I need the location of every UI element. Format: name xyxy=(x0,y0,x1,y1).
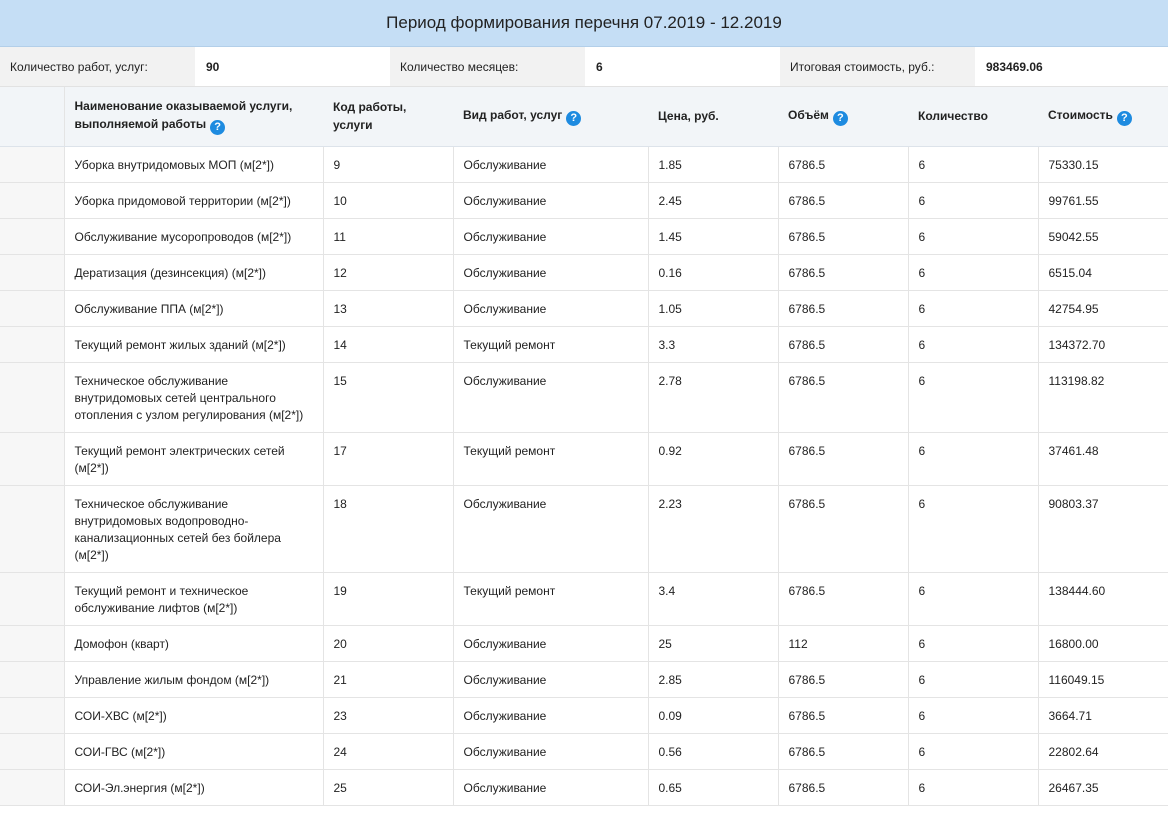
header-cost xyxy=(1038,87,1168,146)
cell-cost: 134372.70 xyxy=(1038,326,1168,362)
cell-name: Уборка внутридомовых МОП (м[2*]) xyxy=(64,146,323,182)
summary-bar xyxy=(0,47,1168,87)
cell-qty: 6 xyxy=(908,661,1038,697)
cell-type: Обслуживание xyxy=(453,362,648,432)
row-gutter xyxy=(0,733,64,769)
cell-price: 0.16 xyxy=(648,254,778,290)
row-gutter xyxy=(0,146,64,182)
table-row xyxy=(0,661,1168,697)
services-table xyxy=(0,87,1168,806)
cell-qty: 6 xyxy=(908,625,1038,661)
cell-volume: 6786.5 xyxy=(778,254,908,290)
cell-type: Текущий ремонт xyxy=(453,432,648,485)
header-name-label: Наименование оказываемой услуги, выполняемой работы xyxy=(74,99,293,132)
period-title: Период формирования перечня 07.2019 - 12.2019 xyxy=(386,13,782,32)
cell-cost: 75330.15 xyxy=(1038,146,1168,182)
header-type xyxy=(453,87,648,146)
table-row xyxy=(0,733,1168,769)
cell-qty: 6 xyxy=(908,697,1038,733)
cell-name: Техническое обслуживание внутридомовых сетей центрального отопления с узлом регулирования (м[2*]) xyxy=(64,362,323,432)
header-code: Код работы, услуги xyxy=(323,87,453,146)
cell-volume: 6786.5 xyxy=(778,697,908,733)
cell-type: Обслуживание xyxy=(453,769,648,805)
cell-qty: 6 xyxy=(908,146,1038,182)
cell-name: СОИ-ГВС (м[2*]) xyxy=(64,733,323,769)
cell-volume: 6786.5 xyxy=(778,432,908,485)
cell-name: Обслуживание мусоропроводов (м[2*]) xyxy=(64,218,323,254)
cell-code: 13 xyxy=(323,290,453,326)
months-count-label: Количество месяцев: xyxy=(390,47,585,86)
cell-name: Текущий ремонт жилых зданий (м[2*]) xyxy=(64,326,323,362)
cell-cost: 6515.04 xyxy=(1038,254,1168,290)
cell-code: 18 xyxy=(323,485,453,572)
cell-type: Обслуживание xyxy=(453,146,648,182)
cell-code: 21 xyxy=(323,661,453,697)
cell-code: 19 xyxy=(323,572,453,625)
table-row xyxy=(0,485,1168,572)
header-type-label: Вид работ, услуг xyxy=(463,108,563,123)
table-row xyxy=(0,254,1168,290)
header-price: Цена, руб. xyxy=(648,87,778,146)
cell-cost: 138444.60 xyxy=(1038,572,1168,625)
cell-volume: 6786.5 xyxy=(778,769,908,805)
cell-price: 3.4 xyxy=(648,572,778,625)
cell-cost: 3664.71 xyxy=(1038,697,1168,733)
cell-cost: 16800.00 xyxy=(1038,625,1168,661)
table-row xyxy=(0,697,1168,733)
header-name xyxy=(64,87,323,146)
cell-type: Обслуживание xyxy=(453,254,648,290)
cell-name: Обслуживание ППА (м[2*]) xyxy=(64,290,323,326)
cell-cost: 90803.37 xyxy=(1038,485,1168,572)
cell-name: Управление жилым фондом (м[2*]) xyxy=(64,661,323,697)
table-row xyxy=(0,326,1168,362)
cell-volume: 6786.5 xyxy=(778,218,908,254)
header-volume xyxy=(778,87,908,146)
row-gutter xyxy=(0,769,64,805)
row-gutter xyxy=(0,218,64,254)
row-gutter xyxy=(0,697,64,733)
table-body xyxy=(0,146,1168,805)
cell-volume: 6786.5 xyxy=(778,362,908,432)
row-gutter xyxy=(0,362,64,432)
cell-price: 1.05 xyxy=(648,290,778,326)
cell-name: СОИ-Эл.энергия (м[2*]) xyxy=(64,769,323,805)
cell-type: Обслуживание xyxy=(453,485,648,572)
cell-cost: 116049.15 xyxy=(1038,661,1168,697)
cell-volume: 6786.5 xyxy=(778,146,908,182)
cell-type: Обслуживание xyxy=(453,661,648,697)
header-volume-label: Объём xyxy=(788,108,829,123)
cell-name: Текущий ремонт электрических сетей (м[2*]) xyxy=(64,432,323,485)
table-header-row xyxy=(0,87,1168,146)
cell-price: 25 xyxy=(648,625,778,661)
cell-code: 15 xyxy=(323,362,453,432)
cell-type: Обслуживание xyxy=(453,182,648,218)
total-cost-label: Итоговая стоимость, руб.: xyxy=(780,47,975,86)
cell-cost: 26467.35 xyxy=(1038,769,1168,805)
cell-type: Обслуживание xyxy=(453,625,648,661)
table-row xyxy=(0,572,1168,625)
cell-code: 10 xyxy=(323,182,453,218)
row-gutter xyxy=(0,254,64,290)
cell-volume: 6786.5 xyxy=(778,661,908,697)
total-cost-value: 983469.06 xyxy=(975,47,1168,86)
cell-price: 2.78 xyxy=(648,362,778,432)
cell-qty: 6 xyxy=(908,182,1038,218)
cell-price: 2.45 xyxy=(648,182,778,218)
cell-price: 0.65 xyxy=(648,769,778,805)
table-row xyxy=(0,290,1168,326)
cell-volume: 6786.5 xyxy=(778,182,908,218)
cell-price: 1.45 xyxy=(648,218,778,254)
cell-cost: 37461.48 xyxy=(1038,432,1168,485)
cell-code: 24 xyxy=(323,733,453,769)
row-gutter xyxy=(0,432,64,485)
cell-type: Обслуживание xyxy=(453,733,648,769)
row-gutter xyxy=(0,661,64,697)
cell-code: 17 xyxy=(323,432,453,485)
cell-price: 1.85 xyxy=(648,146,778,182)
table-row xyxy=(0,218,1168,254)
cell-name: Уборка придомовой территории (м[2*]) xyxy=(64,182,323,218)
cell-type: Текущий ремонт xyxy=(453,572,648,625)
cell-qty: 6 xyxy=(908,432,1038,485)
help-icon[interactable]: ? xyxy=(210,120,225,135)
cell-price: 2.85 xyxy=(648,661,778,697)
cell-qty: 6 xyxy=(908,326,1038,362)
cell-qty: 6 xyxy=(908,733,1038,769)
cell-name: Текущий ремонт и техническое обслуживание лифтов (м[2*]) xyxy=(64,572,323,625)
cell-volume: 6786.5 xyxy=(778,326,908,362)
table-row xyxy=(0,182,1168,218)
cell-type: Текущий ремонт xyxy=(453,326,648,362)
cell-type: Обслуживание xyxy=(453,697,648,733)
cell-qty: 6 xyxy=(908,290,1038,326)
cell-price: 2.23 xyxy=(648,485,778,572)
table-row xyxy=(0,769,1168,805)
header-cost-label: Стоимость xyxy=(1048,108,1113,123)
cell-code: 20 xyxy=(323,625,453,661)
cell-qty: 6 xyxy=(908,769,1038,805)
row-gutter xyxy=(0,290,64,326)
row-gutter xyxy=(0,182,64,218)
row-gutter xyxy=(0,485,64,572)
cell-price: 0.56 xyxy=(648,733,778,769)
cell-volume: 6786.5 xyxy=(778,733,908,769)
cell-price: 0.92 xyxy=(648,432,778,485)
period-header xyxy=(0,0,1168,47)
header-gutter xyxy=(0,87,64,146)
cell-cost: 42754.95 xyxy=(1038,290,1168,326)
cell-code: 23 xyxy=(323,697,453,733)
help-icon[interactable]: ? xyxy=(566,111,581,126)
help-icon[interactable]: ? xyxy=(833,111,848,126)
cell-volume: 6786.5 xyxy=(778,290,908,326)
cell-code: 25 xyxy=(323,769,453,805)
works-count-value: 90 xyxy=(195,47,390,86)
table-row xyxy=(0,625,1168,661)
help-icon[interactable]: ? xyxy=(1117,111,1132,126)
cell-type: Обслуживание xyxy=(453,218,648,254)
months-count-value: 6 xyxy=(585,47,780,86)
cell-name: Домофон (кварт) xyxy=(64,625,323,661)
works-count-label: Количество работ, услуг: xyxy=(0,47,195,86)
row-gutter xyxy=(0,625,64,661)
table-row xyxy=(0,432,1168,485)
cell-qty: 6 xyxy=(908,254,1038,290)
cell-cost: 22802.64 xyxy=(1038,733,1168,769)
cell-volume: 112 xyxy=(778,625,908,661)
cell-name: Дератизация (дезинсекция) (м[2*]) xyxy=(64,254,323,290)
cell-code: 12 xyxy=(323,254,453,290)
row-gutter xyxy=(0,326,64,362)
cell-name: СОИ-ХВС (м[2*]) xyxy=(64,697,323,733)
cell-qty: 6 xyxy=(908,572,1038,625)
cell-type: Обслуживание xyxy=(453,290,648,326)
cell-cost: 59042.55 xyxy=(1038,218,1168,254)
cell-code: 14 xyxy=(323,326,453,362)
cell-price: 3.3 xyxy=(648,326,778,362)
table-row xyxy=(0,146,1168,182)
cell-cost: 113198.82 xyxy=(1038,362,1168,432)
cell-price: 0.09 xyxy=(648,697,778,733)
cell-code: 9 xyxy=(323,146,453,182)
cell-volume: 6786.5 xyxy=(778,572,908,625)
cell-volume: 6786.5 xyxy=(778,485,908,572)
cell-qty: 6 xyxy=(908,485,1038,572)
cell-cost: 99761.55 xyxy=(1038,182,1168,218)
cell-qty: 6 xyxy=(908,362,1038,432)
header-qty: Количество xyxy=(908,87,1038,146)
row-gutter xyxy=(0,572,64,625)
cell-code: 11 xyxy=(323,218,453,254)
cell-qty: 6 xyxy=(908,218,1038,254)
cell-name: Техническое обслуживание внутридомовых водопроводно-канализационных сетей без бойлера (м[2*]) xyxy=(64,485,323,572)
table-row xyxy=(0,362,1168,432)
